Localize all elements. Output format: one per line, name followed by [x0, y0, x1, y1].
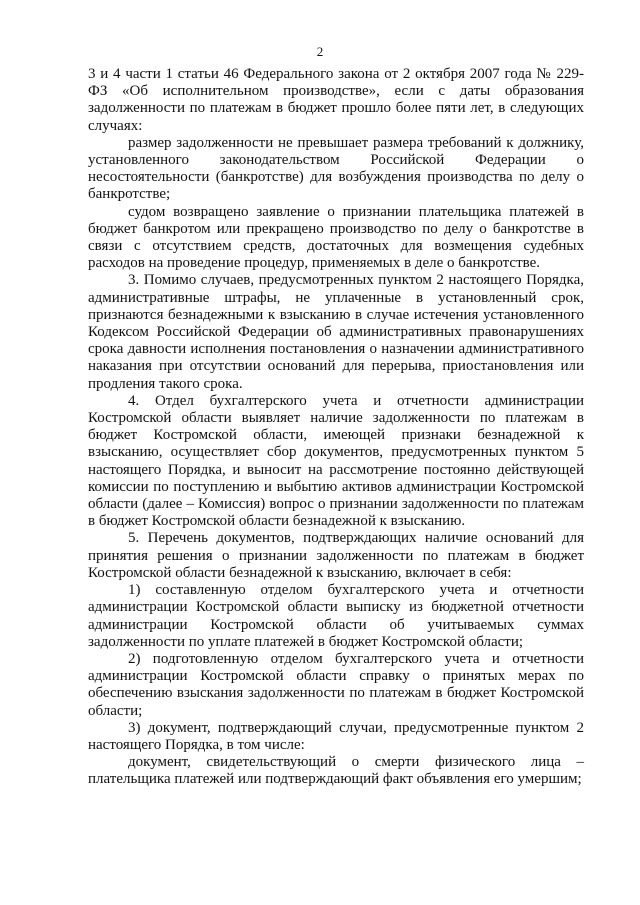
paragraph-list-3: 3) документ, подтверждающий случаи, предусмотренные пунктом 2 настоящего Порядка, в том числе:: [88, 719, 584, 753]
paragraph-item-5: 5. Перечень документов, подтверждающих наличие оснований для принятия решения о признании задолженности по платежам в бюджет Костромской области безнадежной к взысканию, включает в себя:: [88, 530, 584, 581]
paragraph-death-document: документ, свидетельствующий о смерти физического лица – плательщика платежей или подтверждающий факт объявления его умершим;: [88, 754, 584, 788]
paragraph-item-3: 3. Помимо случаев, предусмотренных пунктом 2 настоящего Порядка, административные штрафы, не уплаченные в установленный срок, признаются безнадежными к взысканию в случае истечения установленного Кодексом Российской Федерации об административных правонарушениях срока давности исполнения постановления о назначении административного наказания при отсутствии оснований для перерыва, приостановления или продления такого срока.: [88, 272, 584, 392]
paragraph-case-debt-size: размер задолженности не превышает размера требований к должнику, установленного законодательством Российской Федерации о несостоятельности (банкротстве) для возбуждения производства по делу о банкротстве;: [88, 134, 584, 203]
paragraph-list-2: 2) подготовленную отделом бухгалтерского учета и отчетности администрации Костромской области справку о принятых мерах по обеспечению взыскания задолженности по платежам в бюджет Костромской области;: [88, 650, 584, 719]
document-body: [88, 66, 584, 789]
page-number: 2: [316, 44, 324, 59]
paragraph-list-1: 1) составленную отделом бухгалтерского учета и отчетности администрации Костромской области выписку из бюджетной отчетности администрации Костромской области об учитываемых суммах задолженности по уплате платежей в бюджет Костромской области;: [88, 582, 584, 650]
paragraph-case-bankruptcy-returned: судом возвращено заявление о признании плательщика платежей в бюджет банкротом или прекращено производство по делу о банкротстве в связи с отсутствием средств, достаточных для возмещения судебных расходов на проведение процедур, применяемых в деле о банкротстве.: [88, 203, 584, 272]
paragraph-item-4: 4. Отдел бухгалтерского учета и отчетности администрации Костромской области выявляет наличие задолженности по платежам в бюджет Костромской области, имеющей признаки безнадежной к взысканию, осуществляет сбор документов, предусмотренных пунктом 5 настоящего Порядка, и выносит на рассмотрение постоянно действующей комиссии по поступлению и выбытию активов администрации Костромской области (далее – Комиссия) вопрос о признании задолженности по платежам в бюджет Костромской области безнадежной к взысканию.: [88, 392, 584, 530]
paragraph-continuation: 3 и 4 части 1 статьи 46 Федерального закона от 2 октября 2007 года № 229-ФЗ «Об исполнительном производстве», если с даты образования задолженности по платежам в бюджет прошло более пяти лет, в следующих случаях:: [88, 66, 584, 134]
